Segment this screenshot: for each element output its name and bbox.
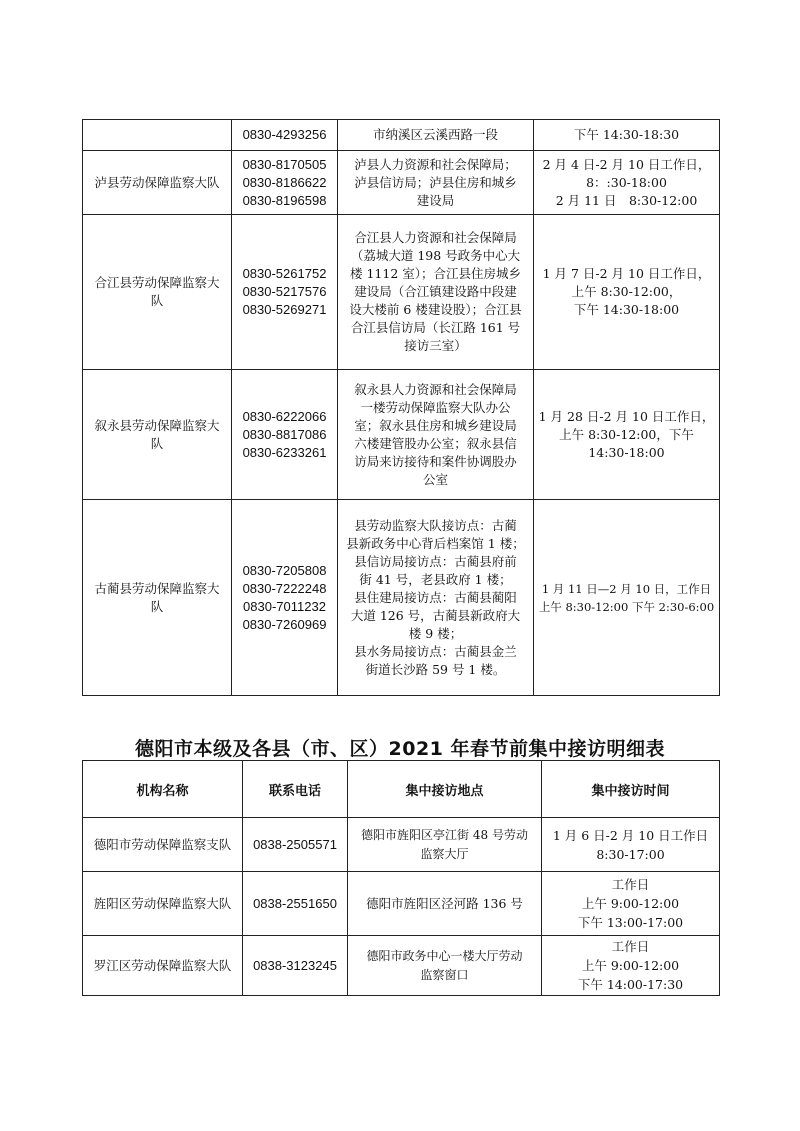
phone-cell: 0830-4293256 — [232, 120, 338, 151]
phone-cell: 0830-5261752 0830-5217576 0830-5269271 — [232, 215, 338, 370]
time-cell: 工作日 上午 9:00-12:00 下午 13:00-17:00 — [542, 872, 720, 936]
time-cell: 工作日 上午 9:00-12:00 下午 14:00-17:30 — [542, 936, 720, 996]
table-row — [83, 872, 720, 936]
phone-cell: 0830-8170505 0830-8186622 0830-8196598 — [232, 151, 338, 215]
agency-name-cell: 泸县劳动保障监察大队 — [83, 151, 232, 215]
header-agency-name: 机构名称 — [83, 761, 243, 818]
address-cell: 泸县人力资源和社会保障局； 泸县信访局；泸县住房和城乡 建设局 — [338, 151, 534, 215]
table-header-row — [83, 761, 720, 818]
agency-name-cell: 叙永县劳动保障监察大 队 — [83, 370, 232, 500]
agency-name-cell: 罗江区劳动保障监察大队 — [83, 936, 243, 996]
time-cell: 1 月 28 日-2 月 10 日工作日， 上午 8:30-12:00，下午 14:30-18:00 — [534, 370, 720, 500]
agency-name-cell: 旌阳区劳动保障监察大队 — [83, 872, 243, 936]
address-cell: 合江县人力资源和社会保障局 （荔城大道 198 号政务中心大 楼 1112 室）；合江县住房城乡 建设局（合江镇建设路中段建 设大楼前 6 楼建设股）；合江县 合江县信访局（长江路 161 号 接访三室） — [338, 215, 534, 370]
table-row — [83, 120, 720, 151]
agency-name-cell: 古蔺县劳动保障监察大 队 — [83, 500, 232, 696]
agency-name-cell — [83, 120, 232, 151]
address-cell: 叙永县人力资源和社会保障局 一楼劳动保障监察大队办公 室；叙永县住房和城乡建设局 六楼建管股办公室；叙永县信 访局来访接待和案件协调股办 公室 — [338, 370, 534, 500]
address-cell: 县劳动监察大队接访点：古蔺 县新政务中心背后档案馆 1 楼； 县信访局接访点：古蔺县府前 街 41 号，老县政府 1 楼； 县住建局接访点：古蔺县蔺阳 大道 126 号，古蔺县新政府大 楼 9 楼； 县水务局接访点：古蔺县金兰 街道长沙路 59 号 1 楼。 — [338, 500, 534, 696]
address-cell: 市纳溪区云溪西路一段 — [338, 120, 534, 151]
phone-cell: 0838-2551650 — [243, 872, 348, 936]
phone-cell: 0838-2505571 — [243, 818, 348, 872]
agency-name-cell: 合江县劳动保障监察大 队 — [83, 215, 232, 370]
header-location: 集中接访地点 — [348, 761, 542, 818]
table-deyang — [82, 760, 720, 996]
table-row — [83, 936, 720, 996]
table-row — [83, 818, 720, 872]
header-phone: 联系电话 — [243, 761, 348, 818]
table-row — [83, 370, 720, 500]
time-cell: 下午 14:30-18:30 — [534, 120, 720, 151]
table-row — [83, 500, 720, 696]
phone-cell: 0838-3123245 — [243, 936, 348, 996]
table-luzhou-continued — [82, 119, 720, 696]
address-cell: 德阳市政务中心一楼大厅劳动 监察窗口 — [348, 936, 542, 996]
table-title: 德阳市本级及各县（市、区）2021 年春节前集中接访明细表 — [135, 738, 665, 760]
time-cell: 1 月 6 日-2 月 10 日工作日 8:30-17:00 — [542, 818, 720, 872]
table-row — [83, 215, 720, 370]
table-row — [83, 151, 720, 215]
time-cell: 2 月 4 日-2 月 10 日工作日， 8：:30-18:00 2 月 11 日 8:30-12:00 — [534, 151, 720, 215]
time-cell: 1 月 7 日-2 月 10 日工作日， 上午 8:30-12:00， 下午 14:30-18:00 — [534, 215, 720, 370]
time-cell: 1 月 11 日—2 月 10 日，工作日 上午 8:30-12:00 下午 2:30-6:00 — [534, 500, 720, 696]
address-cell: 德阳市旌阳区亭江街 48 号劳动 监察大厅 — [348, 818, 542, 872]
agency-name-cell: 德阳市劳动保障监察支队 — [83, 818, 243, 872]
header-time: 集中接访时间 — [542, 761, 720, 818]
address-cell: 德阳市旌阳区泾河路 136 号 — [348, 872, 542, 936]
phone-cell: 0830-7205808 0830-7222248 0830-7011232 0830-7260969 — [232, 500, 338, 696]
phone-cell: 0830-6222066 0830-8817086 0830-6233261 — [232, 370, 338, 500]
